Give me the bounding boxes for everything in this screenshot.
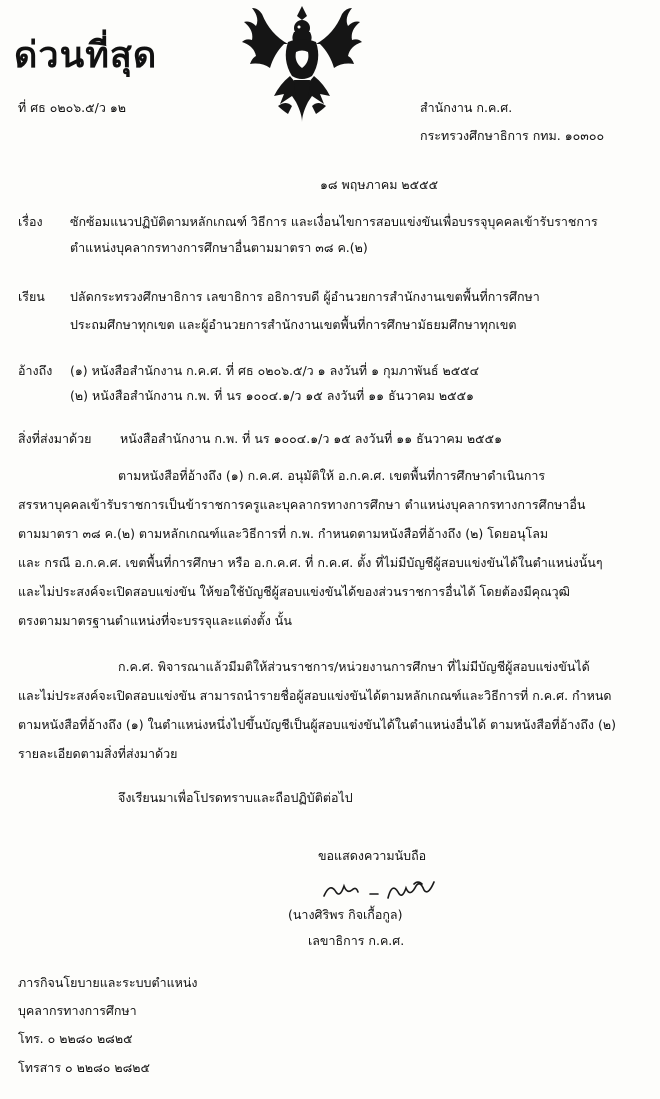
paragraph-line: ก.ค.ศ. พิจารณาแล้วมีมติให้ส่วนราชการ/หน่วยงานการศึกษา ที่ไม่มีบัญชีผู้สอบแข่งขันได้ (118, 659, 590, 674)
paragraph-line: ตามมาตรา ๓๘ ค.(๒) ตามหลักเกณฑ์และวิธีการที่ ก.พ. กำหนดตามหนังสือที่อ้างถึง (๒) โดยอนุโลม (18, 526, 549, 541)
sender-address: กระทรวงศึกษาธิการ กทม. ๑๐๓๐๐ (420, 128, 605, 143)
subject-line-1: ซักซ้อมแนวปฏิบัติตามหลักเกณฑ์ วิธีการ และเงื่อนไขการสอบแข่งขันเพื่อบรรจุบุคคลเข้ารับราชการ (70, 214, 598, 229)
recipient-label: เรียน (18, 289, 45, 304)
paragraph-line: รายละเอียดตามสิ่งที่ส่งมาด้วย (18, 746, 178, 761)
enclosure-text: หนังสือสำนักงาน ก.พ. ที่ นร ๑๐๐๔.๑/ว ๑๕ ลงวันที่ ๑๑ ธันวาคม ๒๕๕๑ (120, 431, 503, 446)
paragraph-line: และ กรณี อ.ก.ค.ศ. เขตพื้นที่การศึกษา หรือ อ.ก.ค.ศ. ที่ ก.ค.ศ. ตั้ง ที่ไม่มีบัญชีผู้สอบแข่งขันได้ในตำแหน่งนั้นๆ (18, 555, 603, 570)
body-paragraph-2 (18, 652, 644, 768)
handwritten-signature (318, 876, 448, 906)
subject-line-2: ตำแหน่งบุคลากรทางการศึกษาอื่นตามมาตรา ๓๘ ค.(๒) (70, 240, 368, 255)
paragraph-line: และไม่ประสงค์จะเปิดสอบแข่งขัน สามารถนำรายชื่อผู้สอบแข่งขันได้ตามหลักเกณฑ์และวิธีการที่ ก.ค.ศ. กำหนด (18, 688, 612, 703)
paragraph-line: ตามหนังสือที่อ้างถึง (๑) ในตำแหน่งหนึ่งไปขึ้นบัญชีเป็นผู้สอบแข่งขันได้ในตำแหน่งอื่นได้ ตามหนังสือที่อ้างถึง (๒) (18, 717, 616, 732)
contact-division: ภารกิจนโยบายและระบบตำแหน่ง (18, 975, 198, 990)
garuda-emblem (238, 2, 366, 126)
document-number: ที่ ศธ ๐๒๐๖.๕/ว ๑๒ (18, 100, 126, 115)
reference-item: (๑) หนังสือสำนักงาน ก.ค.ศ. ที่ ศธ ๐๒๐๖.๕/ว ๑ ลงวันที่ ๑ กุมภาพันธ์ ๒๕๕๔ (70, 363, 480, 378)
contact-unit: บุคลากรทางการศึกษา (18, 1003, 137, 1018)
document-date: ๑๘ พฤษภาคม ๒๕๕๕ (320, 177, 439, 192)
body-paragraph-1 (18, 461, 644, 635)
closing-request: จึงเรียนมาเพื่อโปรดทราบและถือปฏิบัติต่อไป (118, 790, 353, 805)
contact-fax: โทรสาร ๐ ๒๒๘๐ ๒๘๒๕ (18, 1060, 150, 1075)
signatory-name: (นางศิริพร กิจเกื้อกูล) (288, 907, 403, 922)
reference-item: (๒) หนังสือสำนักงาน ก.พ. ที่ นร ๑๐๐๔.๑/ว ๑๕ ลงวันที่ ๑๑ ธันวาคม ๒๕๕๑ (70, 388, 474, 403)
courtesy-closing: ขอแสดงความนับถือ (318, 848, 427, 863)
urgency-stamp: ด่วนที่สุด (14, 35, 158, 76)
paragraph-line: สรรหาบุคคลเข้ารับราชการเป็นข้าราชการครูและบุคลากรทางการศึกษา ตำแหน่งบุคลากรทางการศึกษาอื่น (18, 497, 586, 512)
paragraph-line: ตามหนังสือที่อ้างถึง (๑) ก.ค.ศ. อนุมัติให้ อ.ก.ค.ศ. เขตพื้นที่การศึกษาดำเนินการ (118, 468, 546, 483)
subject-label: เรื่อง (18, 214, 43, 229)
reference-label: อ้างถึง (18, 363, 53, 378)
recipient-line-1: ปลัดกระทรวงศึกษาธิการ เลขาธิการ อธิการบดี ผู้อำนวยการสำนักงานเขตพื้นที่การศึกษา (70, 289, 540, 304)
contact-phone: โทร. ๐ ๒๒๘๐ ๒๘๒๕ (18, 1031, 133, 1046)
sender-office: สำนักงาน ก.ค.ศ. (420, 100, 513, 115)
enclosure-label: สิ่งที่ส่งมาด้วย (18, 431, 92, 446)
paragraph-line: และไม่ประสงค์จะเปิดสอบแข่งขัน ให้ขอใช้บัญชีผู้สอบแข่งขันได้ของส่วนราชการอื่นได้ โดยต้องมีคุณวุฒิ (18, 584, 570, 599)
signatory-title: เลขาธิการ ก.ค.ศ. (308, 933, 405, 948)
recipient-line-2: ประถมศึกษาทุกเขต และผู้อำนวยการสำนักงานเขตพื้นที่การศึกษามัธยมศึกษาทุกเขต (70, 317, 517, 332)
paragraph-line: ตรงตามมาตรฐานตำแหน่งที่จะบรรจุและแต่งตั้ง นั้น (18, 613, 292, 628)
